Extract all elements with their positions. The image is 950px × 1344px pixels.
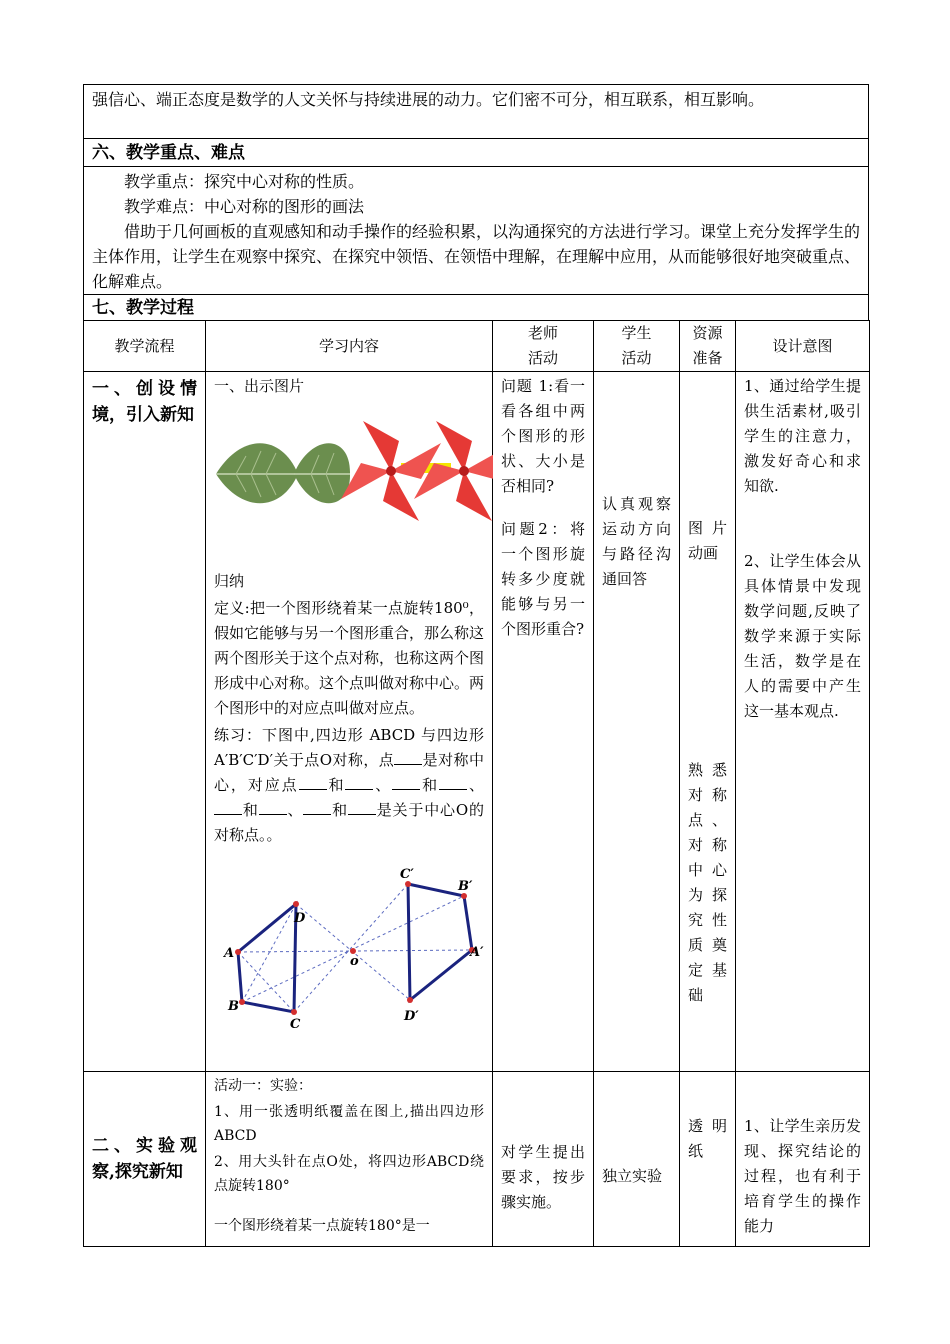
header-flow: 教学流程 (84, 321, 206, 372)
vertex-points (235, 881, 475, 1015)
answer-blank[interactable] (259, 800, 287, 815)
design-cell-2 (736, 1072, 870, 1247)
focus-text: 教学重点：探究中心对称的性质。 (124, 172, 365, 191)
header-resource-line2: 准备 (692, 349, 723, 367)
label-o: o (350, 954, 359, 969)
label-b: B (228, 999, 239, 1014)
design-cell-1 (736, 372, 870, 1072)
resource-cell-2 (680, 1072, 736, 1247)
label-d-prime: D′ (404, 1009, 419, 1024)
content-cell-1 (206, 372, 493, 1072)
leaf-icon (294, 443, 350, 503)
exercise-part: 是对称中心，对应点 (214, 751, 484, 794)
design-intent-1: 1、通过给学生提供生活素材,吸引学生的注意力，激发好奇心和求知欲. (744, 377, 861, 495)
label-d: D (294, 911, 306, 926)
exercise-part: 、 (467, 776, 484, 794)
summary-label: 归纳 (214, 572, 245, 590)
teacher-cell-2 (493, 1072, 594, 1247)
resource-2: 熟悉对称点、对称中心为探究性质奠定基础 (688, 761, 727, 1004)
header-teacher-line1: 老师 (527, 324, 558, 342)
header-student-line1: 学生 (621, 324, 652, 342)
answer-blank[interactable] (303, 800, 331, 815)
content-cell-2 (206, 1072, 493, 1247)
student-activity-2: 独立实验 (602, 1167, 663, 1185)
dashed-connection-lines (238, 884, 472, 1012)
exercise-part: 、 (286, 801, 304, 819)
intro-pictures (206, 401, 492, 541)
answer-blank[interactable] (394, 750, 422, 765)
header-resource (680, 321, 736, 372)
section7-title-row (83, 295, 869, 321)
answer-blank[interactable] (299, 775, 327, 790)
exercise-text (206, 723, 492, 850)
student-activity-1: 认真观察运动方向与路径沟通回答 (602, 495, 671, 588)
table-row (84, 372, 870, 1072)
table-header-row (84, 321, 870, 372)
label-c-prime: C′ (400, 867, 414, 882)
quadrilateral-symmetry-diagram (206, 862, 493, 1042)
quad-a2b2c2d2 (408, 884, 472, 1000)
activity-step-2: 2、用大头针在点O处，将四边形ABCD绕点旋转180° (214, 1154, 484, 1194)
top-frame (83, 84, 869, 321)
student-cell-2 (594, 1072, 680, 1247)
exercise-part: 和 (420, 776, 440, 794)
stage-cell-1 (84, 372, 206, 1072)
process-table (83, 320, 870, 1247)
student-cell-1 (594, 372, 680, 1072)
intro-text: 强信心、端正态度是数学的人文关怀与持续进展的动力。它们密不可分，相互联系，相互影响。 (92, 90, 765, 109)
answer-blank[interactable] (439, 775, 467, 790)
show-pictures-title: 一、出示图片 (214, 377, 305, 395)
section6-title-row (83, 139, 869, 167)
label-a: A (224, 946, 235, 961)
teacher-activity-2: 对学生提出要求，按步骤实施。 (501, 1143, 585, 1211)
exercise-part: 是关于中心O的对称点。。 (214, 801, 484, 844)
leaf-and-pinwheel-images (206, 401, 493, 541)
teacher-question-2: 问题2：将一个图形旋转多少度就能够与另一个图形重合? (501, 520, 585, 638)
exercise-part: 和 (242, 801, 259, 819)
symmetry-figure (206, 862, 492, 1042)
difficulty-text: 教学难点：中心对称的图形的画法 (124, 197, 365, 216)
exercise-part: 、 (373, 776, 393, 794)
label-c: C (290, 1017, 301, 1032)
answer-blank[interactable] (214, 800, 242, 815)
teacher-cell-1 (493, 372, 594, 1072)
answer-blank[interactable] (348, 800, 376, 815)
leaf-icon (216, 443, 298, 503)
resource-cell-1 (680, 372, 736, 1072)
header-student (594, 321, 680, 372)
header-design: 设计意图 (736, 321, 870, 372)
header-student-line2: 活动 (621, 349, 652, 367)
label-b-prime: B′ (458, 879, 473, 894)
exercise-part: 练习：下图中,四边形 ABCD 与四边形A′B′C′D′关于点O对称，点 (214, 726, 484, 769)
activity-step-1: 1、用一张透明纸覆盖在图上,描出四边形ABCD (214, 1104, 484, 1144)
design-intent-3: 1、让学生亲历发现、探究结论的过程，也有利于培育学生的操作能力 (744, 1117, 861, 1235)
header-content: 学习内容 (206, 321, 493, 372)
table-row (84, 1072, 870, 1247)
resource-3: 透明纸 (688, 1117, 727, 1160)
definition-text: 定义:把一个图形绕着某一点旋转180⁰，假如它能够与另一个图形重合，那么称这两个图形关于这个点对称，也称这两个图形成中心对称。这个点叫做对称中心。两个图形中的对应点叫做对应点。 (214, 599, 485, 717)
stage-2-label: 二、实验观察,探究新知 (92, 1136, 197, 1182)
stage-cell-2 (84, 1072, 206, 1247)
activity-title: 活动一：实验： (214, 1078, 312, 1094)
design-intent-2: 2、让学生体会从具体情景中发现数学问题,反映了数学来源于实际生活，数学是在人的需要中产生这一基本观点. (744, 552, 861, 720)
section6-title: 六、教学重点、难点 (92, 143, 245, 163)
section6-body-row (83, 167, 869, 295)
label-a-prime: A′ (470, 945, 484, 960)
header-teacher-line2: 活动 (527, 349, 558, 367)
method-text: 借助于几何画板的直观感知和动手操作的经验积累，以沟通探究的方法进行学习。课堂上充分发挥学生的主体作用，让学生在观察中探究、在探究中领悟、在领悟中理解，在理解中应用，从而能够很好地突破重点、化解难点。 (92, 222, 861, 291)
answer-blank[interactable] (345, 775, 373, 790)
quad-abcd (238, 904, 296, 1012)
section7-title: 七、教学过程 (92, 298, 194, 318)
header-resource-line1: 资源 (692, 324, 723, 342)
header-teacher (493, 321, 594, 372)
exercise-part: 和 (326, 776, 346, 794)
teacher-question-1: 问题 1:看一看各组中两个图形的形状、大小是否相同? (501, 377, 585, 495)
stage-1-label: 一、创设情境，引入新知 (92, 379, 197, 425)
exercise-part: 和 (331, 801, 348, 819)
resource-1: 图片动画 (688, 519, 727, 562)
activity-note: 一个图形绕着某一点旋转180°是一 (214, 1218, 430, 1234)
intro-row (83, 84, 869, 139)
answer-blank[interactable] (392, 775, 420, 790)
